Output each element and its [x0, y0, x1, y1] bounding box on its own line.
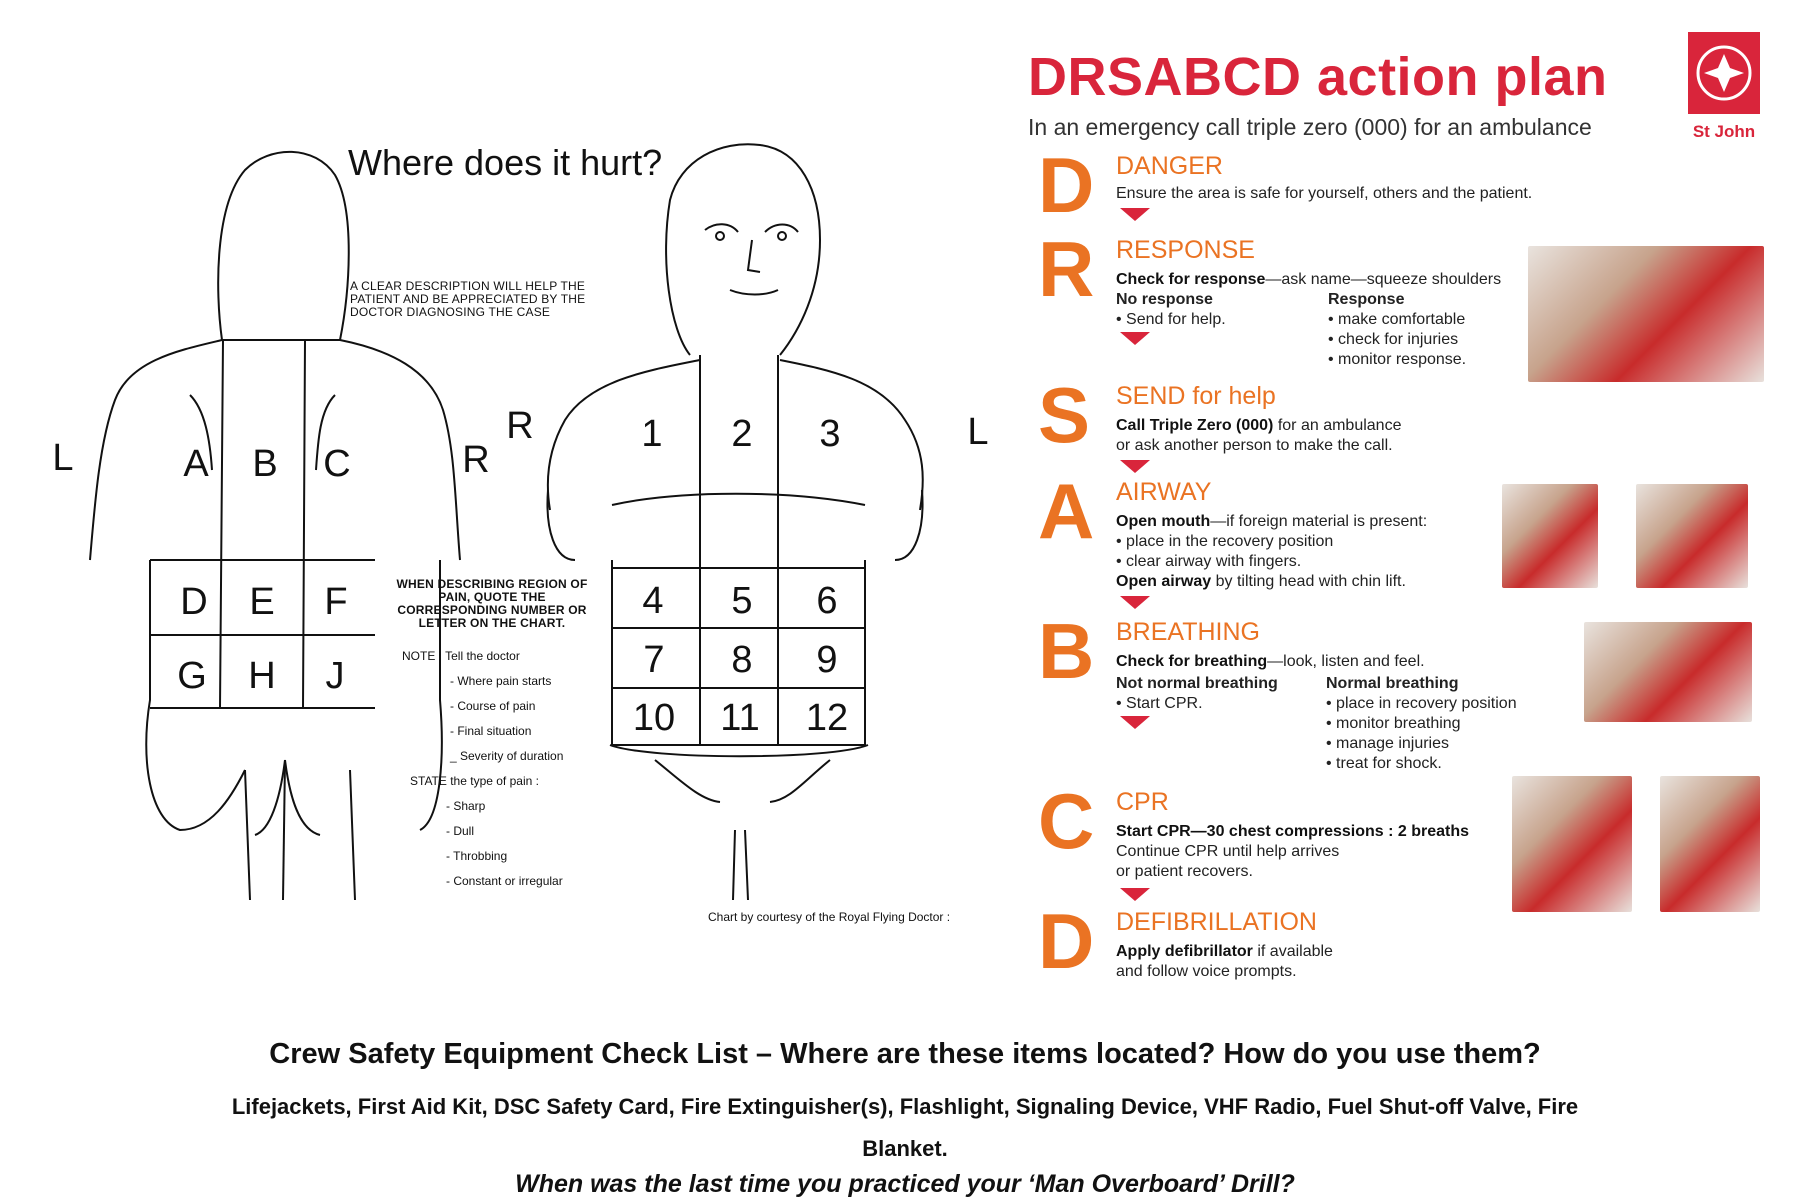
- column-item: • place in recovery position: [1326, 695, 1517, 712]
- front-zone-label: 7: [643, 639, 665, 681]
- front-zone-label: 3: [819, 413, 841, 455]
- text: —if foreign material is present:: [1210, 513, 1428, 530]
- front-right-side-label: R: [506, 405, 534, 447]
- front-zone-label: 9: [816, 639, 838, 681]
- down-arrow-icon: [1120, 332, 1150, 345]
- back-right-side-label: R: [462, 439, 490, 481]
- column-title: Normal breathing: [1326, 675, 1459, 692]
- response-column: [1328, 290, 1466, 370]
- front-zone-label: 10: [632, 697, 676, 739]
- list-item: • place in the recovery position: [1116, 533, 1334, 550]
- back-zone-label: G: [177, 655, 207, 697]
- airway-photo-1: [1502, 484, 1598, 588]
- text: and follow voice prompts.: [1116, 963, 1297, 980]
- front-zone-label: 4: [642, 580, 664, 622]
- step-text: [1116, 512, 1427, 592]
- text: or patient recovers.: [1116, 863, 1253, 880]
- drsabcd-subtitle: In an emergency call triple zero (000) for an ambulance: [1028, 114, 1592, 140]
- step-heading: DEFIBRILLATION: [1116, 908, 1317, 936]
- back-zone-label: E: [249, 581, 275, 623]
- no-response-column: [1116, 290, 1226, 330]
- breathing-photo: [1584, 622, 1752, 722]
- note-line: STATE the type of pain :: [410, 774, 539, 788]
- bold-text: Open mouth: [1116, 513, 1211, 530]
- step-text: [1116, 822, 1469, 882]
- column-title: Response: [1328, 291, 1405, 308]
- bold-text: Check for breathing: [1116, 653, 1268, 670]
- step-letter: R: [1038, 225, 1095, 313]
- column-item: • check for injuries: [1328, 331, 1459, 348]
- text: —ask name—squeeze shoulders: [1265, 271, 1502, 288]
- cpr-photo-1: [1512, 776, 1632, 912]
- step-heading: DANGER: [1116, 152, 1223, 180]
- text: for an ambulance: [1273, 417, 1402, 434]
- back-zone-label: J: [325, 655, 345, 697]
- step-text: [1116, 942, 1333, 982]
- text: if available: [1252, 943, 1333, 960]
- back-zone-label: D: [180, 581, 208, 623]
- note-line: _ Severity of duration: [450, 749, 564, 763]
- chart-credit: Chart by courtesy of the Royal Flying Doctor :: [708, 910, 951, 924]
- step-heading: BREATHING: [1116, 618, 1260, 646]
- not-normal-breathing-column: [1116, 674, 1278, 714]
- back-left-side-label: L: [52, 437, 74, 479]
- checklist-items: Lifejackets, First Aid Kit, DSC Safety Card, Fire Extinguisher(s), Flashlight, Signaling Device, VHF Radio, Fuel Shut-off Valve, Fire Blanket.: [231, 1094, 1579, 1161]
- down-arrow-icon: [1120, 888, 1150, 901]
- back-zone-label: F: [324, 581, 348, 623]
- down-arrow-icon: [1120, 460, 1150, 473]
- step-letter: C: [1038, 777, 1095, 865]
- step-heading: SEND for help: [1116, 382, 1276, 410]
- front-zone-label: 12: [805, 697, 849, 739]
- front-zone-label: 11: [720, 697, 760, 739]
- note-line: - Throbbing: [446, 849, 508, 863]
- bold-text: Open airway: [1116, 573, 1212, 590]
- back-zone-label: C: [323, 443, 351, 485]
- cpr-photo-2: [1660, 776, 1760, 912]
- column-item: • monitor breathing: [1326, 715, 1461, 732]
- step-text: [1116, 416, 1401, 456]
- note-line: - Sharp: [446, 799, 486, 813]
- column-item: • Start CPR.: [1116, 695, 1203, 712]
- down-arrow-icon: [1120, 208, 1150, 221]
- column-title: Not normal breathing: [1116, 675, 1278, 692]
- bold-text: Call Triple Zero (000): [1116, 417, 1274, 434]
- text: by tilting head with chin lift.: [1211, 573, 1406, 590]
- step-heading: AIRWAY: [1116, 478, 1212, 506]
- front-zone-label: 2: [731, 413, 753, 455]
- column-item: • Send for help.: [1116, 311, 1226, 328]
- front-zone-label: 1: [641, 413, 663, 455]
- column-item: • manage injuries: [1326, 735, 1449, 752]
- describing-instruction: WHEN DESCRIBING REGION OF PAIN, QUOTE THE CORRESPONDING NUMBER OR LETTER ON THE CHART.: [396, 577, 588, 630]
- step-letter: S: [1038, 371, 1091, 459]
- airway-photo-2: [1636, 484, 1748, 588]
- list-item: • clear airway with fingers.: [1116, 553, 1302, 570]
- bold-text: Apply defibrillator: [1116, 943, 1253, 960]
- column-title: No response: [1116, 291, 1213, 308]
- st-john-logo-text: St John: [1692, 122, 1756, 141]
- checklist-heading: Crew Safety Equipment Check List – Where are these items located? How do you use them?: [269, 1038, 1541, 1070]
- text: or ask another person to make the call.: [1116, 437, 1393, 454]
- note-line: - Where pain starts: [450, 674, 552, 688]
- front-zone-label: 8: [731, 639, 753, 681]
- note-line: - Constant or irregular: [446, 874, 563, 888]
- step-heading: CPR: [1116, 788, 1169, 816]
- clear-description-note: A CLEAR DESCRIPTION WILL HELP THE PATIENT AND BE APPRECIATED BY THE DOCTOR DIAGNOSING THE CASE: [350, 279, 586, 319]
- step-text: Ensure the area is safe for yourself, others and the patient.: [1116, 185, 1533, 202]
- back-zone-label: B: [252, 443, 278, 485]
- step-letter: D: [1038, 897, 1095, 985]
- note-line: - Final situation: [450, 724, 532, 738]
- step-letter: A: [1038, 467, 1095, 555]
- back-zone-label: H: [248, 655, 276, 697]
- step-text: [1116, 652, 1425, 672]
- front-left-side-label: L: [967, 411, 989, 453]
- bold-text: Check for response: [1116, 271, 1266, 288]
- response-photo: [1528, 246, 1764, 382]
- step-letter: B: [1038, 607, 1095, 695]
- drsabcd-action-plan: [1020, 20, 1790, 985]
- note-line: - Dull: [446, 824, 475, 838]
- man-overboard-question: When was the last time you practiced your ‘Man Overboard’ Drill?: [515, 1170, 1295, 1198]
- normal-breathing-column: [1326, 674, 1517, 774]
- step-text: [1116, 270, 1501, 290]
- column-item: • monitor response.: [1328, 351, 1467, 368]
- pain-chart: [0, 0, 1000, 960]
- note-line: - Course of pain: [450, 699, 536, 713]
- step-letter: D: [1038, 141, 1095, 229]
- down-arrow-icon: [1120, 716, 1150, 729]
- pain-chart-title: Where does it hurt?: [348, 142, 663, 183]
- drsabcd-title: DRSABCD action plan: [1028, 47, 1608, 107]
- back-zone-label: A: [183, 443, 209, 485]
- front-zone-label: 6: [816, 580, 838, 622]
- bold-text: Start CPR—30 chest compressions : 2 breaths: [1116, 823, 1470, 840]
- text: Continue CPR until help arrives: [1116, 843, 1340, 860]
- column-item: • make comfortable: [1328, 311, 1466, 328]
- text: —look, listen and feel.: [1267, 653, 1425, 670]
- step-heading: RESPONSE: [1116, 236, 1255, 264]
- column-item: • treat for shock.: [1326, 755, 1442, 772]
- note-list: [402, 649, 563, 899]
- st-john-logo-icon: [1688, 32, 1760, 114]
- front-zone-label: 5: [731, 580, 753, 622]
- down-arrow-icon: [1120, 596, 1150, 609]
- note-line: NOTE : Tell the doctor: [402, 649, 520, 663]
